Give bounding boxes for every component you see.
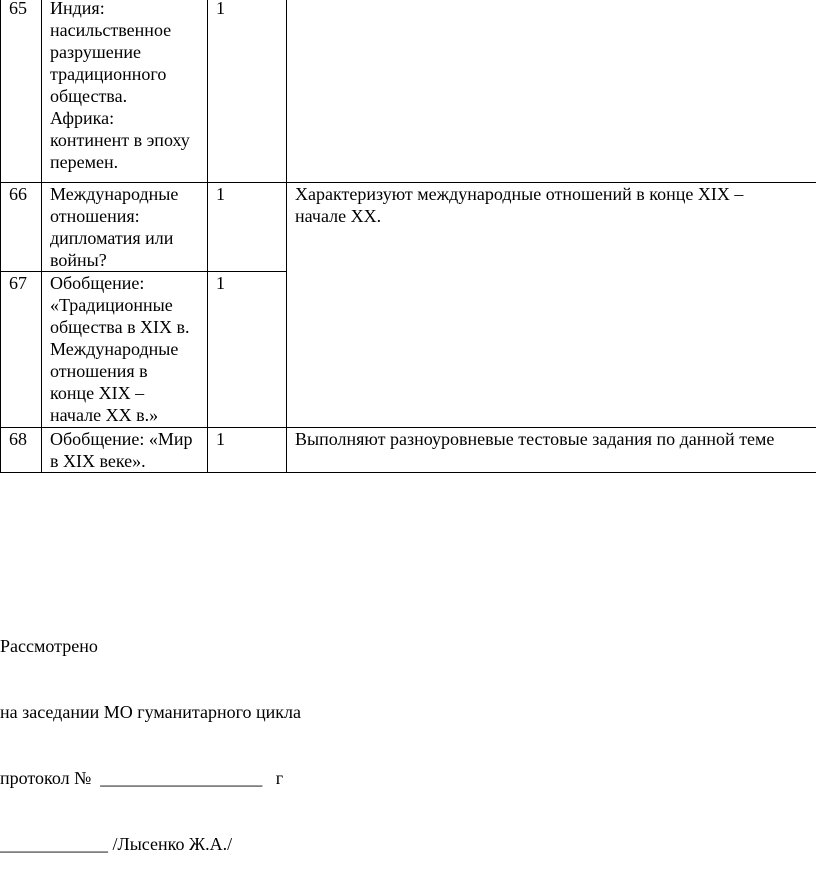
lesson-topic (42, 272, 208, 428)
table-row (1, 428, 816, 473)
activity-line: Характеризуют международные отношений в конце XIX – (295, 183, 816, 205)
lesson-number (1, 183, 42, 272)
table-row (1, 0, 816, 183)
topic-line: перемен. (50, 151, 201, 173)
lesson-hours-text: 1 (216, 429, 225, 449)
lesson-number (1, 0, 42, 183)
topic-line: «Традиционные (50, 294, 201, 316)
approval-title: Рассмотрено (0, 635, 301, 657)
topic-line: войны? (50, 249, 201, 271)
lesson-hours (208, 272, 287, 428)
activity-line: начале XX. (295, 205, 816, 227)
lesson-number-text: 67 (9, 273, 27, 293)
lesson-hours (208, 183, 287, 272)
approval-meeting: на заседании МО гуманитарного цикла (0, 701, 301, 723)
approval-protocol: протокол № __________________ г (0, 767, 301, 789)
topic-line: континент в эпоху (50, 129, 201, 151)
topic-line: разрушение (50, 41, 201, 63)
lesson-activity (287, 183, 816, 428)
topic-line: Индия: (50, 0, 201, 19)
approval-signature: ____________ /Лысенко Ж.А./ (0, 833, 301, 855)
topic-line: общества. (50, 85, 201, 107)
lesson-number (1, 272, 42, 428)
topic-line: традиционного (50, 63, 201, 85)
topic-line: Обобщение: «Мир (50, 428, 201, 450)
topic-line: Международные (50, 338, 201, 360)
topic-line: отношения в (50, 360, 201, 382)
lesson-hours-text: 1 (216, 273, 225, 293)
lesson-number-text: 68 (9, 429, 27, 449)
topic-line: в XIX веке». (50, 450, 201, 472)
table-row (1, 183, 816, 272)
lesson-hours (208, 428, 287, 473)
lesson-topic (42, 183, 208, 272)
lesson-activity (287, 0, 816, 183)
lesson-hours-text: 1 (216, 184, 225, 204)
lesson-hours (208, 0, 287, 183)
topic-line: общества в XIX в. (50, 316, 201, 338)
topic-line: отношения: (50, 205, 201, 227)
topic-line: начале XX в.» (50, 404, 201, 426)
lesson-topic (42, 428, 208, 473)
lesson-number-text: 66 (9, 184, 27, 204)
lesson-activity (287, 428, 816, 473)
topic-line: Международные (50, 183, 201, 205)
lesson-hours-text: 1 (216, 0, 225, 18)
activity-line: Выполняют разноуровневые тестовые задания по данной теме (295, 428, 816, 450)
topic-line: Обобщение: (50, 272, 201, 294)
lesson-number-text: 65 (9, 0, 27, 18)
topic-line: конце XIX – (50, 382, 201, 404)
topic-line: дипломатия или (50, 227, 201, 249)
topic-line: Африка: (50, 107, 201, 129)
lesson-number (1, 428, 42, 473)
lesson-topic (42, 0, 208, 183)
approval-block (0, 591, 301, 877)
topic-line: насильственное (50, 19, 201, 41)
